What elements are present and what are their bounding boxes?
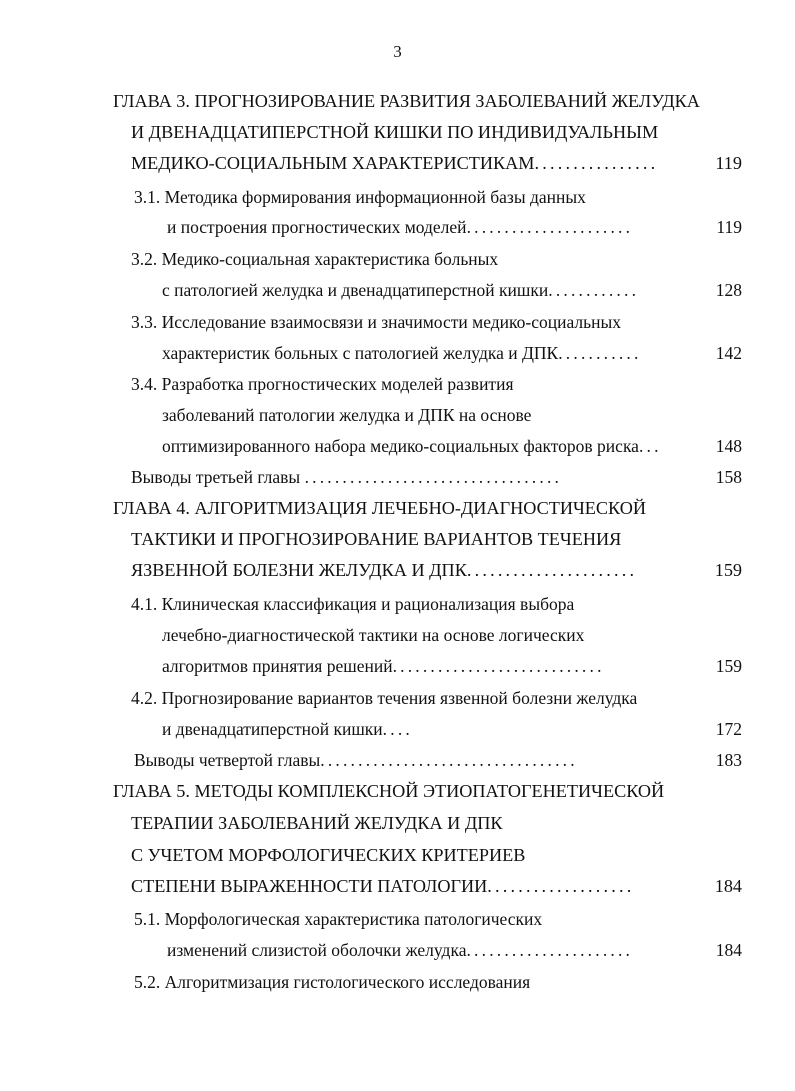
dot-leader: ....: [382, 719, 413, 739]
page-number: 3: [393, 42, 402, 61]
page-ref: 159: [714, 560, 742, 580]
toc-section-3-4-line2: заболеваний патологии желудка и ДПК на основе: [162, 405, 532, 425]
toc-chapter-5-title: ГЛАВА 5. МЕТОДЫ КОМПЛЕКСНОЙ ЭТИОПАТОГЕНЕТИЧЕСКОЙ: [113, 781, 665, 801]
page-ref: 128: [715, 280, 742, 300]
dot-leader: ................: [534, 153, 659, 173]
toc-section-4-1: 4.1. Клиническая классификация и рационализация выбора: [131, 594, 575, 614]
dot-leader: ..................................: [320, 750, 578, 770]
toc-conclusions-chapter-4: Выводы четвертой главы.................................. 183: [134, 745, 742, 775]
page-ref: 119: [715, 153, 742, 173]
dot-leader: ............: [548, 280, 640, 300]
dot-leader: ......................: [466, 560, 638, 580]
page-ref: 183: [715, 750, 742, 770]
dot-leader: ...: [638, 436, 662, 456]
toc-chapter-3-entry: МЕДИКО-СОЦИАЛЬНЫМ ХАРАКТЕРИСТИКАМ................ 119: [131, 148, 742, 178]
dot-leader: ......................: [466, 217, 634, 237]
page-ref: 148: [715, 436, 742, 456]
toc-section-4-2: 4.2. Прогнозирование вариантов течения язвенной болезни желудка: [131, 688, 638, 708]
toc-chapter-3-title: ГЛАВА 3. ПРОГНОЗИРОВАНИЕ РАЗВИТИЯ ЗАБОЛЕВАНИЙ ЖЕЛУДКА: [113, 91, 700, 111]
toc-chapter-4-entry: ЯЗВЕННОЙ БОЛЕЗНИ ЖЕЛУДКА И ДПК...................... 159: [131, 555, 742, 585]
toc-section-4-2-entry: и двенадцатиперстной кишки.... 172: [162, 714, 742, 744]
toc-chapter-4-title-line2: ТАКТИКИ И ПРОГНОЗИРОВАНИЕ ВАРИАНТОВ ТЕЧЕНИЯ: [131, 529, 622, 549]
toc-section-5-1: 5.1. Морфологическая характеристика патологических: [134, 909, 543, 929]
page-ref: 119: [716, 217, 742, 237]
dot-leader: ..................................: [304, 467, 563, 487]
toc-chapter-4-title: ГЛАВА 4. АЛГОРИТМИЗАЦИЯ ЛЕЧЕБНО-ДИАГНОСТИЧЕСКОЙ: [113, 498, 646, 518]
page-ref: 172: [715, 719, 742, 739]
dot-leader: ...................: [487, 876, 635, 896]
toc-section-3-1-entry: и построения прогностических моделей...................... 119: [167, 212, 742, 242]
page-ref: 158: [715, 467, 742, 487]
toc-chapter-5-title-line3: С УЧЕТОМ МОРФОЛОГИЧЕСКИХ КРИТЕРИЕВ: [131, 845, 526, 865]
toc-section-3-3-entry: характеристик больных с патологией желудка и ДПК........... 142: [162, 338, 742, 368]
toc-section-4-1-line2: лечебно-диагностической тактики на основе логических: [162, 625, 585, 645]
page-ref: 159: [715, 656, 742, 676]
page-ref: 142: [715, 343, 742, 363]
toc-chapter-3-title-line2: И ДВЕНАДЦАТИПЕРСТНОЙ КИШКИ ПО ИНДИВИДУАЛЬНЫМ: [131, 122, 659, 142]
page-ref: 184: [714, 876, 742, 896]
page-ref: 184: [715, 940, 742, 960]
dot-leader: ...........: [558, 343, 642, 363]
dot-leader: ............................: [392, 656, 605, 676]
toc-section-3-2: 3.2. Медико-социальная характеристика больных: [131, 249, 499, 269]
toc-section-3-4: 3.4. Разработка прогностических моделей развития: [131, 374, 514, 394]
toc-chapter-5-entry: СТЕПЕНИ ВЫРАЖЕННОСТИ ПАТОЛОГИИ................... 184: [131, 871, 742, 901]
toc-section-3-1: 3.1. Методика формирования информационной базы данных: [134, 187, 586, 207]
toc-section-3-4-entry: оптимизированного набора медико-социальных факторов риска... 148: [162, 431, 742, 461]
dot-leader: ......................: [466, 940, 634, 960]
toc-section-5-2: 5.2. Алгоритмизация гистологического исследования: [134, 972, 531, 992]
toc-section-3-3: 3.3. Исследование взаимосвязи и значимости медико-социальных: [131, 312, 621, 332]
toc-conclusions-chapter-3: Выводы третьей главы .................................. 158: [131, 462, 742, 492]
toc-section-4-1-entry: алгоритмов принятия решений............................ 159: [162, 651, 742, 681]
toc-section-3-2-entry: с патологией желудка и двенадцатиперстной кишки............ 128: [162, 275, 742, 305]
toc-section-5-1-entry: изменений слизистой оболочки желудка...................... 184: [167, 935, 742, 965]
toc-chapter-5-title-line2: ТЕРАПИИ ЗАБОЛЕВАНИЙ ЖЕЛУДКА И ДПК: [131, 813, 503, 833]
